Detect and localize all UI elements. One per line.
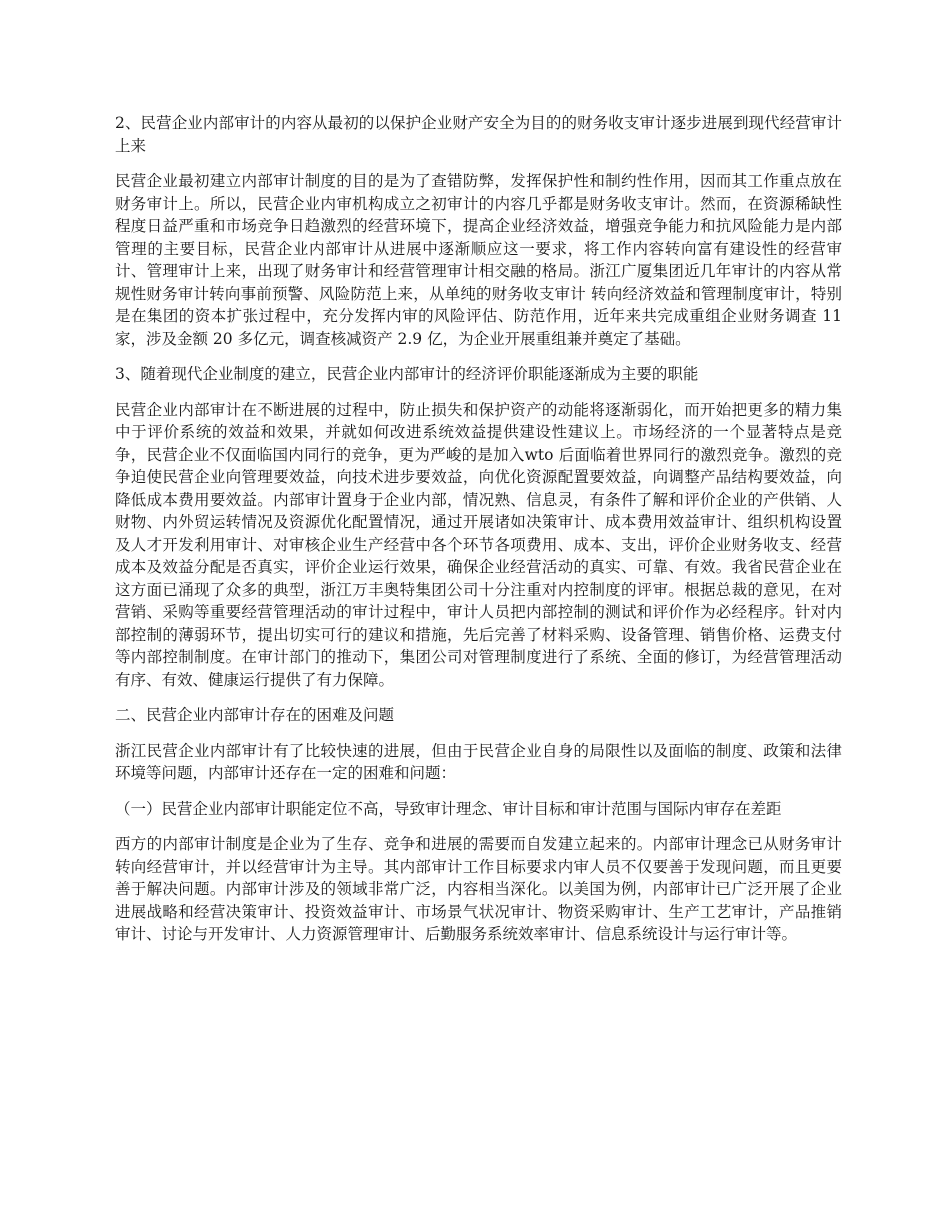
paragraph-western-audit: 西方的内部审计制度是企业为了生存、竞争和进展的需要而自发建立起来的。内部审计理念已从财务审计转向经营审计，并以经营审计为主导。其内部审计工作目标要求内审人员不仅要善于发现问题，而且更要善于解决问题。内部审计涉及的领域非常广泛，内容相当深化。以美国为例，内部审计已广泛开展了企业进展战略和经营决策审计、投资效益审计、市场景气状况审计、物资采购审计、生产工艺审计，产品推销审计、讨论与开发审计、人力资源管理审计、后勤服务系统效率审计、信息系统设计与运行审计等。 xyxy=(115,835,842,943)
heading-section-2: 2、民营企业内部审计的内容从最初的以保护企业财产安全为目的的财务收支审计逐步进展到现代经营审计上来 xyxy=(115,114,842,155)
paragraph-economic-evaluation: 民营企业内部审计在不断进展的过程中，防止损失和保护资产的动能将逐渐弱化，而开始把更多的精力集中于评价系统的效益和效果，并就如何改进系统效益提供建设性建议上。市场经济的一个显著特点是竞争，民营企业不仅面临国内同行的竞争，更为严峻的是加入wto 后面临着世界同行的激烈竞争。激烈的竞争迫使民营企业向管理要效益，向技术进步要效益，向优化资源配置要效益，向调整产品结构要效益，向降低成本费用要效益。内部审计置身于企业内部，情况熟、信息灵，有条件了解和评价企业的产供销、人财物、内外贸运转情况及资源优化配置情况，通过开展诸如决策审计、成本费用效益审计、组织机构设置及人才开发利用审计、对审核企业生产经营中各个环节各项费用、成本、支出，评价企业财务收支、经营成本及效益分配是否真实，评价企业运行效果，确保企业经营活动的真实、可靠、有效。我省民营企业在这方面已涌现了众多的典型，浙江万丰奥特集团公司十分注重对内控制度的评审。根据总裁的意见，在对营销、采购等重要经营管理活动的审计过程中，审计人员把内部控制的测试和评价作为必经程序。针对内部控制的薄弱环节，提出切实可行的建议和措施，先后完善了材料采购、设备管理、销售价格、运费支付等内部控制制度。在审计部门的推动下，集团公司对管理制度进行了系统、全面的修订，为经营管理活动有序、有效、健康运行提供了有力保障。 xyxy=(115,400,842,689)
heading-subsection-1: （一）民营企业内部审计职能定位不高，导致审计理念、审计目标和审计范围与国际内审存在差距 xyxy=(115,799,782,818)
paragraph-difficulties-intro: 浙江民营企业内部审计有了比较快速的进展，但由于民营企业自身的局限性以及面临的制度、政策和法律环境等问题，内部审计还存在一定的困难和问题： xyxy=(115,741,842,782)
heading-section-3: 3、随着现代企业制度的建立，民营企业内部审计的经济评价职能逐渐成为主要的职能 xyxy=(115,365,699,383)
document-body xyxy=(115,112,842,959)
paragraph-financial-to-operational-audit: 民营企业最初建立内部审计制度的目的是为了查错防弊，发挥保护性和制约性作用，因而其工作重点放在财务审计上。所以，民营企业内审机构成立之初审计的内容几乎都是财务收支审计。然而，在资源稀缺性程度日益严重和市场竞争日趋激烈的经营环境下，提高企业经济效益，增强竞争能力和抗风险能力是内部管理的主要目标，民营企业内部审计从进展中逐渐顺应这一要求，将工作内容转向富有建设性的经营审计、管理审计上来，出现了财务审计和经营管理审计相交融的格局。浙江广厦集团近几年审计的内容从常规性财务审计转向事前预警、风险防范上来，从单纯的财务收支审计 转向经济效益和管理制度审计，特别是在集团的资本扩张过程中，充分发挥内审的风险评估、防范作用，近年来共完成重组企业财务调查 11 家，涉及金额 20 多亿元，调查核减资产 2.9 亿，为企业开展重组兼并奠定了基础。 xyxy=(115,172,842,348)
heading-difficulties: 二、民营企业内部审计存在的困难及问题 xyxy=(115,706,395,724)
